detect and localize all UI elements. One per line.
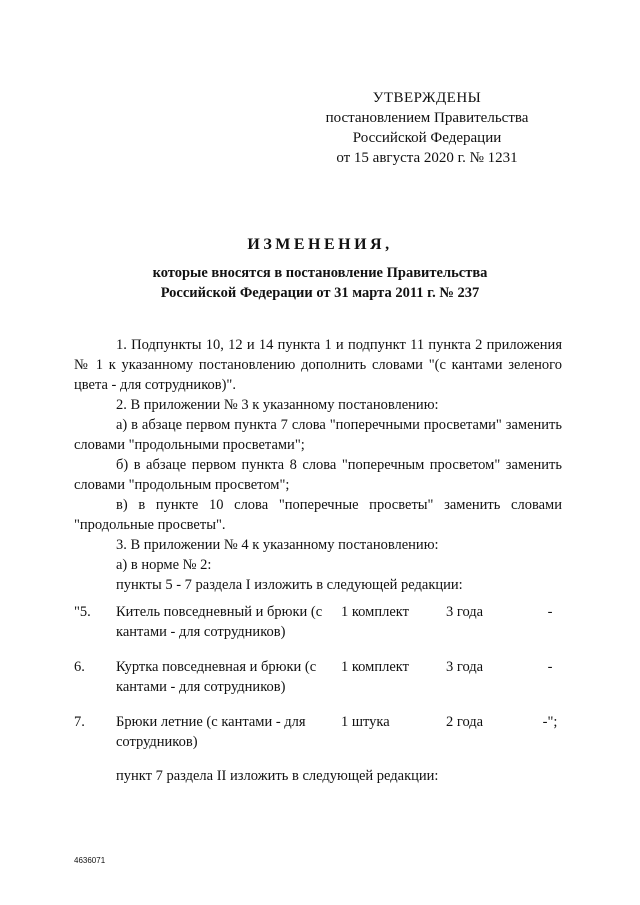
table-row (74, 712, 574, 767)
subtitle-line-2: Российской Федерации от 31 марта 2011 г. № 237 (160, 285, 480, 301)
paragraph-6: 3. В приложении № 4 к указанному постановлению: (116, 537, 439, 553)
item-name: Брюки летние (с кантами - для сотрудников) (116, 714, 306, 750)
items-table (74, 602, 574, 767)
item-name: Куртка повседневная и брюки (с кантами - для сотрудников) (116, 659, 317, 695)
item-tail: - (547, 659, 553, 675)
document-number: 4636071 (74, 856, 106, 865)
item-term: 3 года (446, 604, 484, 620)
paragraph-7: а) в норме № 2: (116, 557, 212, 573)
table-row (74, 602, 574, 657)
item-number: 6. (74, 659, 85, 675)
subtitle-line-1: которые вносятся в постановление Правительства (152, 265, 488, 281)
item-number: "5. (74, 604, 91, 620)
item-number: 7. (74, 714, 85, 730)
approval-block (322, 88, 532, 168)
approval-line-1: постановлением Правительства (325, 110, 529, 126)
after-table-text: пункт 7 раздела II изложить в следующей редакции: (116, 768, 439, 784)
approval-heading: УТВЕРЖДЕНЫ (372, 90, 482, 106)
paragraph-2: 2. В приложении № 3 к указанному постановлению: (116, 397, 439, 413)
paragraph-4: б) в абзаце первом пункта 8 слова "поперечным просветом" заменить словами "продольным просветом"; (74, 457, 562, 493)
item-term: 2 года (446, 714, 484, 730)
item-tail: - (547, 604, 553, 620)
paragraph-1: 1. Подпункты 10, 12 и 14 пункта 1 и подпункт 11 пункта 2 приложения № 1 к указанному постановлению дополнить словами "(с кантами зеленого цвета - для сотрудников)". (74, 337, 562, 393)
document-title: ИЗМЕНЕНИЯ, (247, 236, 393, 253)
item-quantity: 1 штука (341, 714, 390, 730)
item-tail: -"; (542, 714, 558, 730)
document-body (74, 335, 562, 595)
paragraph-5: в) в пункте 10 слова "поперечные просветы" заменить словами "продольные просветы". (74, 497, 562, 533)
paragraph-8: пункты 5 - 7 раздела I изложить в следующей редакции: (116, 577, 463, 593)
item-quantity: 1 комплект (341, 659, 409, 675)
paragraph-3: а) в абзаце первом пункта 7 слова "поперечными просветами" заменить словами "продольными просветами"; (74, 417, 562, 453)
document-subtitle (0, 263, 640, 303)
table-row (74, 657, 574, 712)
item-name: Китель повседневный и брюки (с кантами - для сотрудников) (116, 604, 323, 640)
approval-line-2: Российской Федерации (352, 130, 502, 146)
item-term: 3 года (446, 659, 484, 675)
approval-line-3: от 15 августа 2020 г. № 1231 (336, 150, 518, 166)
item-quantity: 1 комплект (341, 604, 409, 620)
